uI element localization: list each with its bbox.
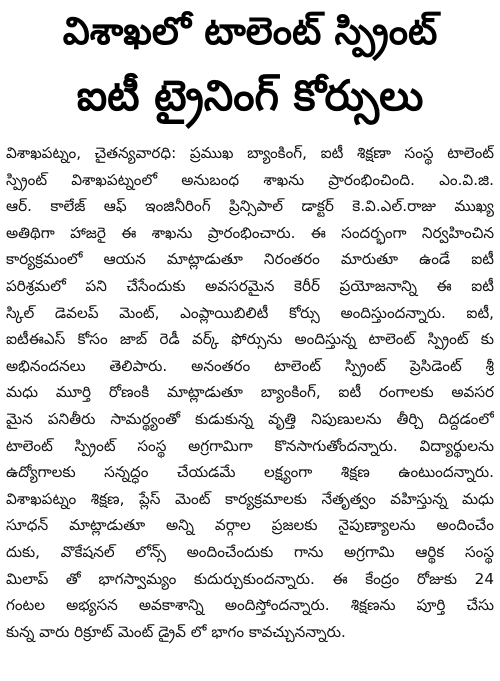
headline-line-2: ఐటీ ట్రైనింగ్ కోర్సులు — [76, 71, 424, 120]
body-line: ఉద్యోగాలకు సన్నద్ధం చేయడమే లక్ష్యంగా శిక్షణ ఉంటుందన్నారు. — [6, 463, 494, 482]
body-line: విశాఖపట్నం శిక్షణ, ప్లేస్ మెంట్ కార్యక్రమాలకు నేతృత్వం వహిస్తున్న మధు — [6, 489, 494, 508]
body-line: దుకు, వొకేషనల్ లోన్స్ అందించేందుకు గాను అగ్రగామి ఆర్థిక సంస్థ — [6, 542, 494, 561]
body-line: విశాఖపట్నం, చైతన్యవారధి: ప్రముఖ బ్యాంకింగ్, ఐటీ శిక్షణా సంస్థ టాలెంట్ — [6, 144, 494, 162]
body-line: ఆర్. కాలేజ్ ఆఫ్ ఇంజినీరింగ్ ప్రిన్సిపాల్ డాక్టర్ కె.వి.ఎల్.రాజు ముఖ్య — [6, 197, 494, 216]
body-line: మధు మూర్తి రోణంకి మాట్లాడుతూ బ్యాంకింగ్, ఐటీ రంగాలకు అవసర — [6, 383, 494, 402]
body-line: మిలాప్ తో భాగస్వామ్యం కుదుర్చుకుందన్నారు. ఈ కేంద్రం రోజుకు 24 — [6, 569, 494, 588]
body-line: ఐటీఈఎస్ కోసం జాబ్ రెడీ వర్క్ ఫోర్సును అందిస్తున్న టాలెంట్ స్ప్రింట్ కు — [6, 330, 494, 349]
body-line: గంటల అభ్యసన అవకాశాన్ని అందిస్తోందన్నారు. శిక్షణను పూర్తి చేసు — [6, 596, 494, 615]
body-line: కార్యక్రమంలో ఆయన మాట్లాడుతూ నిరంతరం మారుతూ ఉండే ఐటీ — [6, 250, 494, 269]
body-line: కున్న వారు రిక్రూట్ మెంట్ డ్రైవ్ లో భాగం కావచ్చునన్నారు. — [6, 622, 346, 641]
headline-line-1: విశాఖలో టాలెంట్ స్ప్రింట్ — [62, 9, 438, 53]
body-line: సూధన్ మాట్లాడుతూ అన్ని వర్గాల ప్రజలకు నైపుణ్యాలను అందించేం — [6, 516, 494, 535]
body-line: మైన పనితీరు సామర్థ్యంతో కుడుకున్న వృత్తి నిపుణులను తీర్చి దిద్దడంలో — [6, 409, 494, 428]
body-line: స్కిల్ డెవలప్ మెంట్, ఎంప్లాయిబిలిటీ కోర్సు అందిస్తుందన్నారు. ఐటీ, — [6, 303, 494, 322]
body-line: అతిథిగా హాజరై ఈ శాఖను ప్రారంభించారు. ఈ సందర్భంగా నిర్వహించిన — [6, 223, 494, 242]
body-line: టాలెంట్ స్ప్రింట్ సంస్థ అగ్రగామిగా కొనసాగుతోందన్నారు. విద్యార్థులను — [6, 436, 494, 455]
body-line: స్ప్రింట్ విశాఖపట్నంలో అనుబంధ శాఖను ప్రారంభించింది. ఎం.వి.జి. — [6, 170, 494, 189]
article-body — [6, 140, 494, 645]
body-line: పరిశ్రమలో పని చేసేందుకు అవసరమైన కెరీర్ ప్రయోజనాన్ని ఈ ఐటీ — [6, 276, 494, 295]
body-line: అభినందనలు తెలిపారు. అనంతరం టాలెంట్ స్ప్రింట్ ప్రెసిడెంట్ శ్రీ — [6, 356, 494, 375]
